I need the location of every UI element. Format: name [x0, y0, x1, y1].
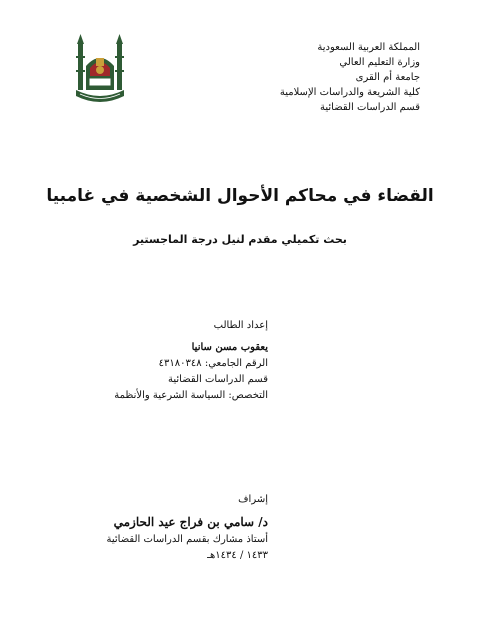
institution-header	[220, 40, 420, 115]
supervisor-name: د/ سامي بن فراج عيد الحازمي	[113, 515, 268, 529]
student-id: الرقم الجامعي: ٤٣١٨٠٣٤٨	[158, 358, 268, 369]
student-specialization: التخصص: السياسة الشرعية والأنظمة	[114, 390, 268, 401]
student-info	[68, 318, 268, 404]
thesis-title: القضاء في محاكم الأحوال الشخصية في غامبيا	[46, 186, 434, 206]
supervisor-position: أستاذ مشارك بقسم الدراسات القضائية	[106, 534, 268, 545]
submission-date: ١٤٣٣ / ١٤٣٤هـ	[207, 550, 268, 561]
student-heading: إعداد الطالب	[213, 320, 268, 331]
header-line-ministry: وزارة التعليم العالي	[339, 57, 420, 68]
student-name: يعقوب مسن سانيا	[191, 342, 268, 353]
header-line-university: جامعة أم القرى	[355, 72, 420, 83]
header-line-country: المملكة العربية السعودية	[317, 42, 420, 53]
university-emblem-icon	[72, 32, 128, 108]
supervisor-info	[48, 492, 268, 564]
header-line-college: كلية الشريعة والدراسات الإسلامية	[279, 87, 420, 98]
header-line-department: قسم الدراسات القضائية	[320, 102, 420, 113]
thesis-subtitle: بحث تكميلي مقدم لنيل درجة الماجستير	[133, 233, 347, 246]
supervisor-heading: إشراف	[238, 494, 268, 505]
student-department: قسم الدراسات القضائية	[168, 374, 268, 385]
